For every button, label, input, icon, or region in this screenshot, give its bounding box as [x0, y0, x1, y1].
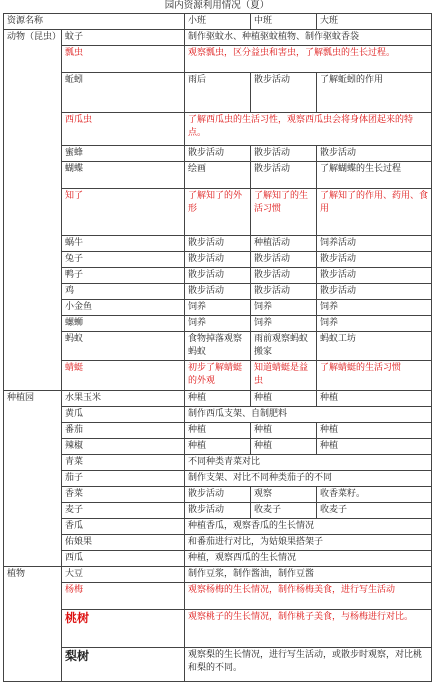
table-row [4, 455, 432, 471]
table-row [4, 535, 432, 551]
middle-class-cell: 知道蜻蜓是益虫 [251, 361, 317, 391]
large-class-cell: 蚂蚁工坊 [317, 332, 432, 361]
resource-name-cell: 杨梅 [62, 583, 185, 610]
table-row [4, 46, 432, 73]
activity-cell: 观察瓢虫，区分益虫和害虫，了解瓢虫的生长过程。 [185, 46, 432, 73]
small-class-cell: 绘画 [185, 162, 251, 189]
resource-name-cell: 水果玉米 [62, 391, 185, 407]
resource-table [3, 13, 432, 682]
table-body [4, 30, 432, 682]
large-class-cell: 散步活动 [317, 268, 432, 284]
table-row [4, 567, 432, 583]
small-class-cell: 散步活动 [185, 236, 251, 252]
category-cell: 植物 [4, 567, 62, 682]
middle-class-cell: 散步活动 [251, 284, 317, 300]
middle-class-cell: 种植 [251, 439, 317, 455]
activity-cell: 制作驱蚊水、种植驱蚊植物、制作驱蚊香袋 [185, 30, 432, 46]
resource-name-cell: 香瓜 [62, 519, 185, 535]
table-row [4, 583, 432, 610]
table-row [4, 471, 432, 487]
large-class-cell: 了解蜻蜓的生活习惯 [317, 361, 432, 391]
resource-name-cell: 鸭子 [62, 268, 185, 284]
table-row [4, 316, 432, 332]
resource-name-cell: 蜜蜂 [62, 146, 185, 162]
activity-cell: 观察桃子的生长情况，制作桃子美食，与杨梅进行对比。 [185, 610, 432, 648]
activity-cell: 种植，观察西瓜的生长情况 [185, 551, 432, 567]
small-class-cell: 种植 [185, 391, 251, 407]
header-large-class: 大班 [317, 14, 432, 30]
category-cell: 动物（昆虫） [4, 30, 62, 391]
large-class-cell: 散步活动 [317, 284, 432, 300]
header-small-class: 小班 [185, 14, 251, 30]
table-row [4, 423, 432, 439]
table-row [4, 189, 432, 236]
resource-name-cell: 大豆 [62, 567, 185, 583]
small-class-cell: 初步了解蜻蜓的外观 [185, 361, 251, 391]
table-row [4, 236, 432, 252]
resource-name-cell: 番茄 [62, 423, 185, 439]
small-class-cell: 饲养 [185, 300, 251, 316]
resource-name-cell: 蝴蝶 [62, 162, 185, 189]
document-title: 园内资源利用情况（夏） [164, 0, 270, 11]
large-class-cell: 种植 [317, 391, 432, 407]
table-row [4, 113, 432, 146]
resource-name-cell: 黄瓜 [62, 407, 185, 423]
small-class-cell: 散步活动 [185, 268, 251, 284]
activity-cell: 制作西瓜支架、自制肥料 [185, 407, 432, 423]
large-class-cell: 种植 [317, 423, 432, 439]
middle-class-cell: 饲养 [251, 316, 317, 332]
resource-name-cell: 西瓜 [62, 551, 185, 567]
resource-name-cell: 鸡 [62, 284, 185, 300]
large-class-cell: 饲养 [317, 300, 432, 316]
activity-cell: 观察梨的生长情况，进行写生活动，或散步时观察，对比桃和梨的不同。 [185, 648, 432, 682]
resource-name-cell: 兔子 [62, 252, 185, 268]
small-class-cell: 散步活动 [185, 487, 251, 503]
large-class-cell: 饲养 [317, 316, 432, 332]
table-row [4, 146, 432, 162]
large-class-cell: 收麦子 [317, 503, 432, 519]
middle-class-cell: 散步活动 [251, 162, 317, 189]
small-class-cell: 种植 [185, 423, 251, 439]
small-class-cell: 散步活动 [185, 252, 251, 268]
resource-name-cell: 佑娘果 [62, 535, 185, 551]
header-resource-name: 资源名称 [4, 14, 185, 30]
resource-name-cell: 蚊子 [62, 30, 185, 46]
large-class-cell: 了解蝴蝶的生长过程 [317, 162, 432, 189]
activity-cell: 制作豆浆，制作酱油，制作豆酱 [185, 567, 432, 583]
middle-class-cell: 散步活动 [251, 252, 317, 268]
middle-class-cell: 收麦子 [251, 503, 317, 519]
table-row [4, 361, 432, 391]
resource-name-cell: 蜗牛 [62, 236, 185, 252]
small-class-cell: 散步活动 [185, 284, 251, 300]
large-class-cell: 散步活动 [317, 252, 432, 268]
category-cell: 种植园 [4, 391, 62, 567]
middle-class-cell: 种植 [251, 423, 317, 439]
activity-cell: 观察杨梅的生长情况，制作杨梅美食，进行写生活动 [185, 583, 432, 610]
table-row [4, 300, 432, 316]
resource-name-cell: 香菜 [62, 487, 185, 503]
activity-cell: 种植香瓜，观察香瓜的生长情况 [185, 519, 432, 535]
middle-class-cell: 散步活动 [251, 268, 317, 284]
large-class-cell: 收香菜籽。 [317, 487, 432, 503]
small-class-cell: 雨后 [185, 73, 251, 113]
middle-class-cell: 了解知了的生活习惯 [251, 189, 317, 236]
resource-name-cell: 蜻蜓 [62, 361, 185, 391]
table-row [4, 610, 432, 648]
small-class-cell: 饲养 [185, 316, 251, 332]
middle-class-cell: 散步活动 [251, 146, 317, 162]
resource-name-cell: 辣椒 [62, 439, 185, 455]
resource-name-cell: 蚯蚓 [62, 73, 185, 113]
resource-name-cell: 青菜 [62, 455, 185, 471]
middle-class-cell: 种植活动 [251, 236, 317, 252]
middle-class-cell: 雨前观察蚂蚁搬家 [251, 332, 317, 361]
table-row [4, 551, 432, 567]
resource-name-cell: 麦子 [62, 503, 185, 519]
table-row [4, 284, 432, 300]
table-row [4, 391, 432, 407]
middle-class-cell: 种植 [251, 391, 317, 407]
large-class-cell: 种植 [317, 439, 432, 455]
header-middle-class: 中班 [251, 14, 317, 30]
table-row [4, 407, 432, 423]
table-row [4, 268, 432, 284]
table-row [4, 162, 432, 189]
activity-cell: 不同种类青菜对比 [185, 455, 432, 471]
table-row [4, 252, 432, 268]
header-row [4, 14, 432, 30]
table-row [4, 332, 432, 361]
resource-name-cell: 螺蛳 [62, 316, 185, 332]
middle-class-cell: 观察 [251, 487, 317, 503]
small-class-cell: 散步活动 [185, 146, 251, 162]
resource-name-cell: 小金鱼 [62, 300, 185, 316]
table-row [4, 487, 432, 503]
table-row [4, 503, 432, 519]
activity-cell: 和番茄进行对比，为姑娘果搭架子 [185, 535, 432, 551]
table-row [4, 439, 432, 455]
small-class-cell: 食物掉落观察蚂蚁 [185, 332, 251, 361]
resource-name-cell: 桃树 [62, 610, 185, 648]
small-class-cell: 种植 [185, 439, 251, 455]
activity-cell: 了解西瓜虫的生活习性，观察西瓜虫会将身体团起来的特点。 [185, 113, 432, 146]
resource-name-cell: 梨树 [62, 648, 185, 682]
middle-class-cell: 饲养 [251, 300, 317, 316]
table-row [4, 30, 432, 46]
middle-class-cell: 散步活动 [251, 73, 317, 113]
table-row [4, 648, 432, 682]
resource-name-cell: 知了 [62, 189, 185, 236]
small-class-cell: 散步活动 [185, 503, 251, 519]
activity-cell: 制作支架、对比不同种类茄子的不同 [185, 471, 432, 487]
resource-name-cell: 蚂蚁 [62, 332, 185, 361]
large-class-cell: 了解知了的作用、药用、食用 [317, 189, 432, 236]
large-class-cell: 饲养活动 [317, 236, 432, 252]
resource-name-cell: 西瓜虫 [62, 113, 185, 146]
large-class-cell: 散步活动 [317, 146, 432, 162]
resource-name-cell: 瓢虫 [62, 46, 185, 73]
small-class-cell: 了解知了的外形 [185, 189, 251, 236]
table-row [4, 73, 432, 113]
large-class-cell: 了解蚯蚓的作用 [317, 73, 432, 113]
table-row [4, 519, 432, 535]
resource-name-cell: 茄子 [62, 471, 185, 487]
